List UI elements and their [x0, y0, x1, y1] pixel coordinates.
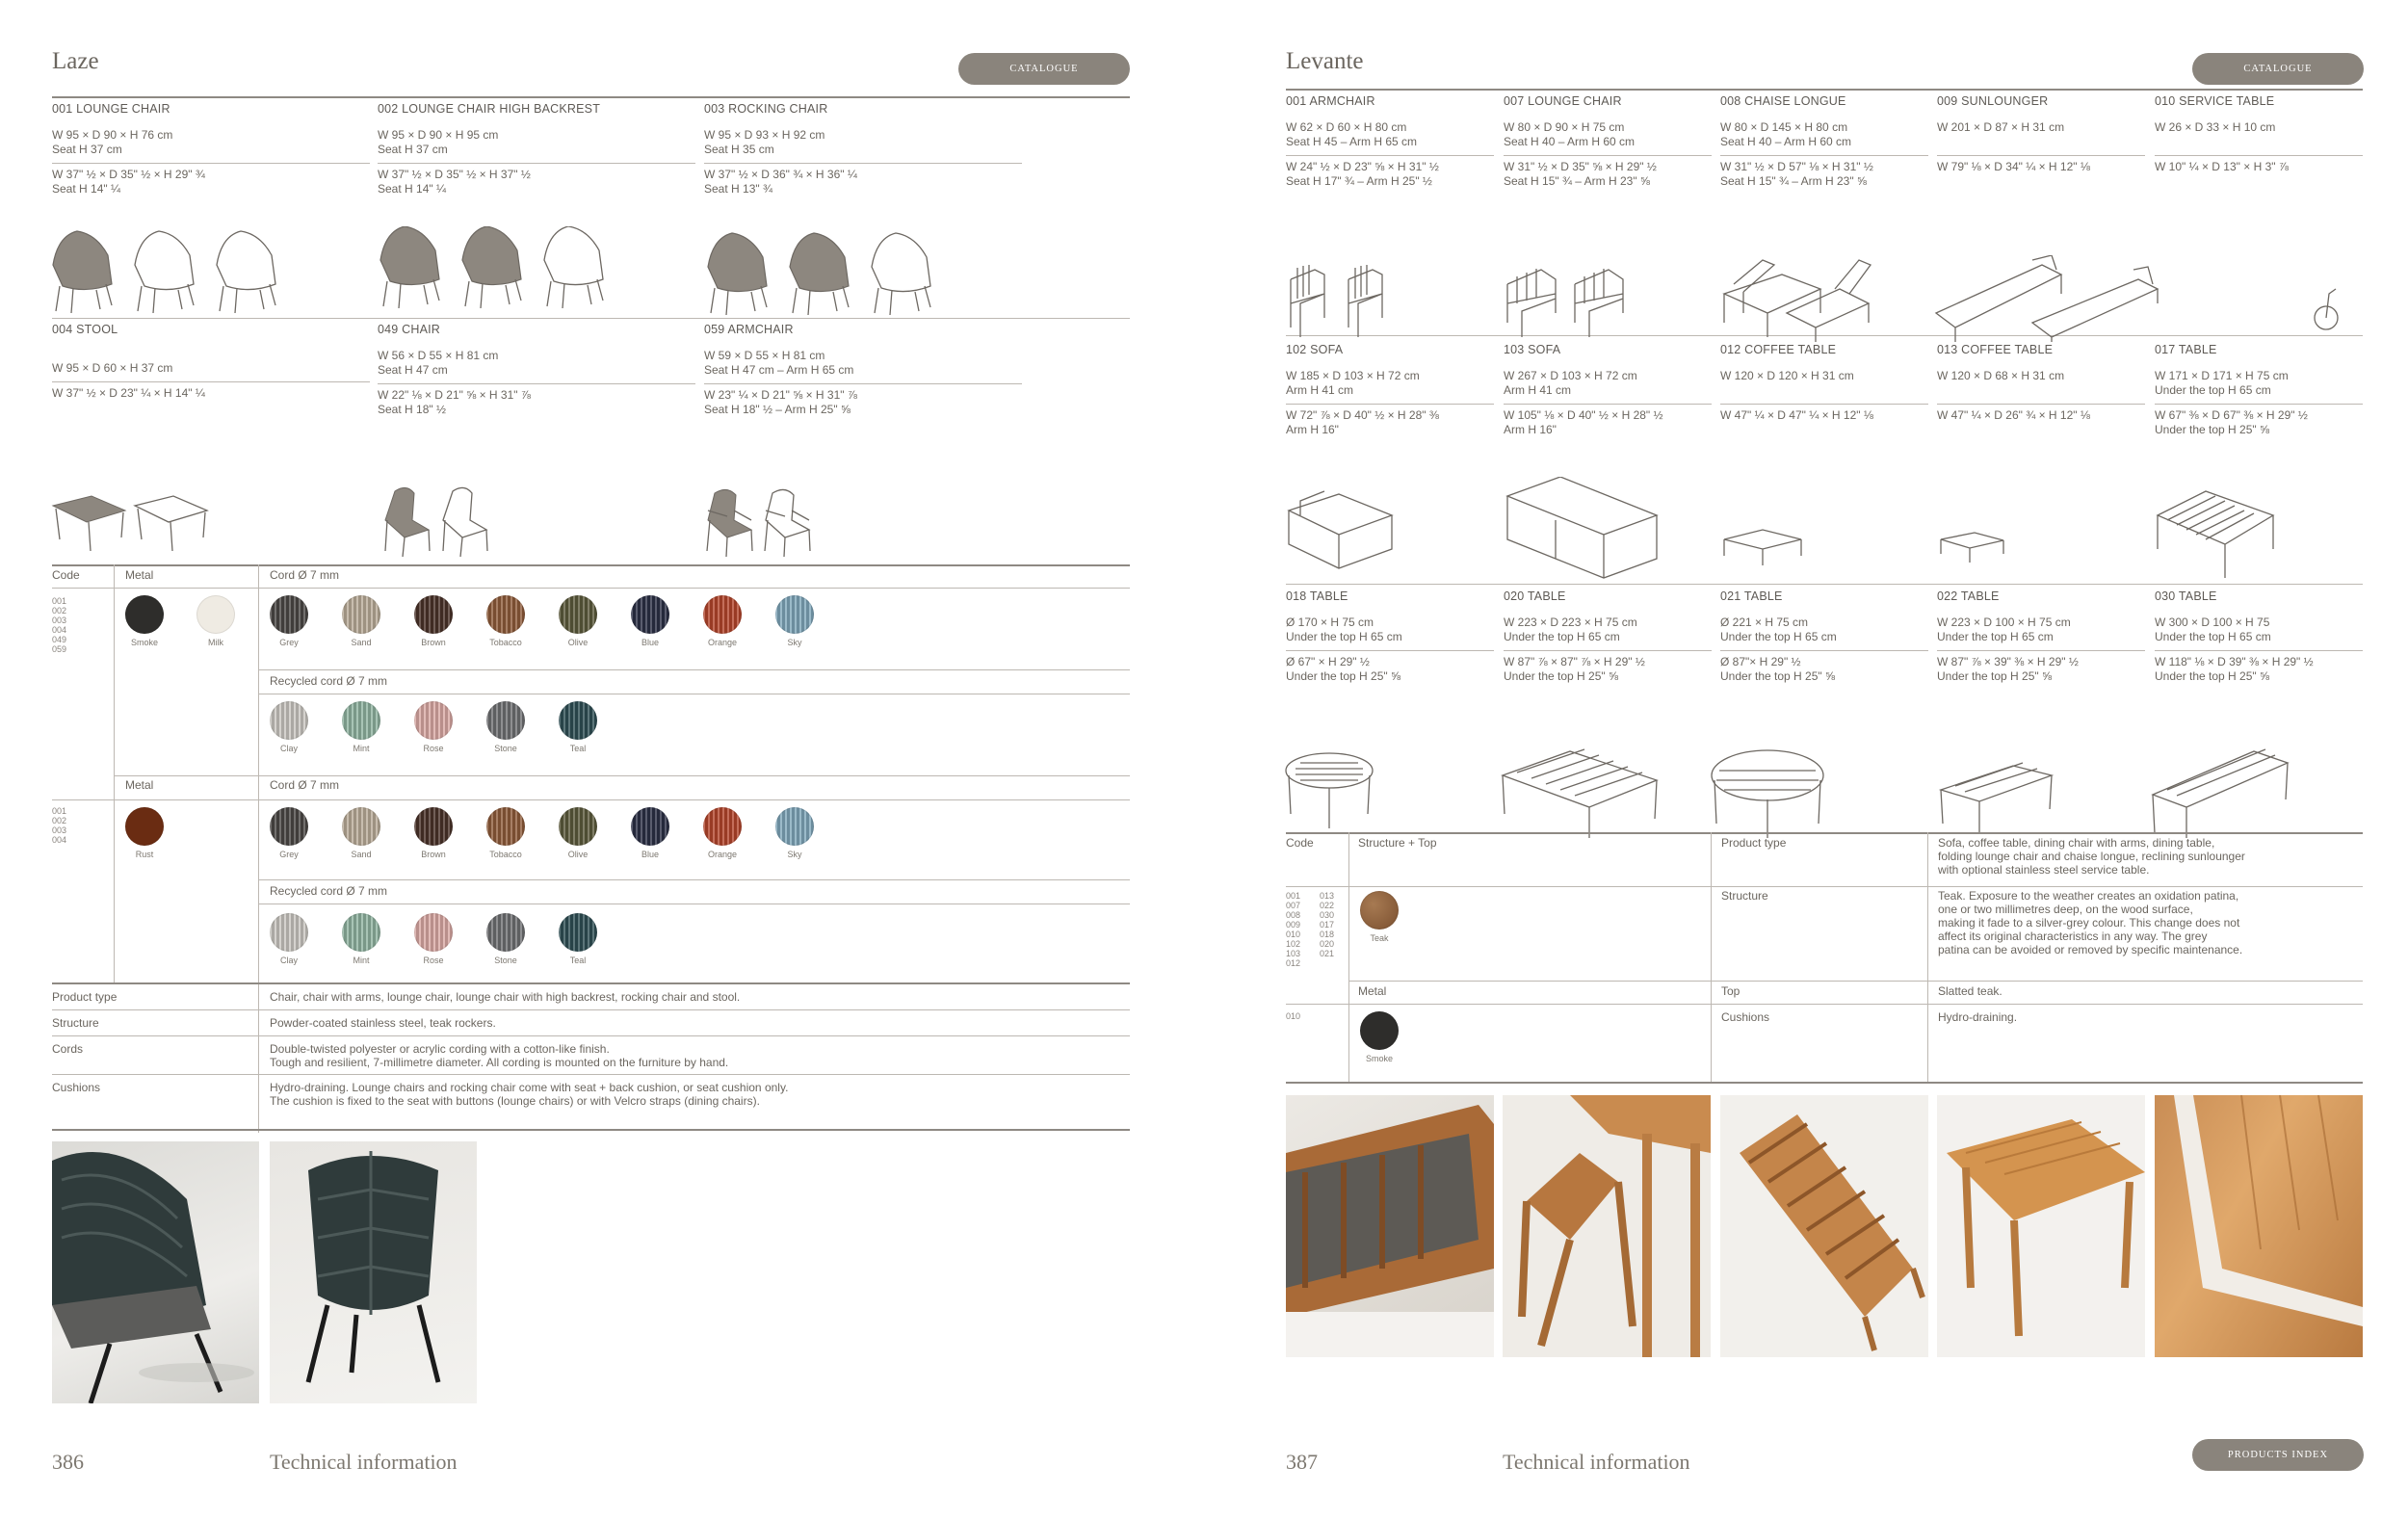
imperial: Ø 67" × H 29" ½ [1286, 655, 1370, 668]
metric: Ø 221 × H 75 cm [1720, 615, 1809, 629]
laze-photo-1 [52, 1141, 259, 1403]
metric2: Seat H 40 – Arm H 60 cm [1504, 135, 1636, 148]
levante-photo-chaise-art [1720, 1095, 1928, 1357]
swatch-circle-orange [703, 807, 742, 846]
swatch-sand[interactable]: Sand [340, 807, 382, 859]
imperial: W 31" ½ × D 35" ⅝ × H 29" ½ [1504, 160, 1657, 173]
product-001-lounge-chair: 001 LOUNGE CHAIR W 95 × D 90 × H 76 cm Seat H 37 cm W 37" ½ × D 35" ½ × H 29" ¾ Seat H 14" ¼ [52, 102, 370, 196]
imperial2: Under the top H 25" ⅝ [2155, 669, 2269, 683]
swatch-rust [125, 807, 164, 846]
metric: Ø 170 × H 75 cm [1286, 615, 1374, 629]
lev-text-top: Slatted teak. [1938, 984, 2002, 998]
swatch-orange[interactable]: Orange [701, 595, 744, 647]
info-text-product-type: Chair, chair with arms, lounge chair, lounge chair with high backrest, rocking chair and stool. [270, 990, 741, 1004]
metric: W 223 × D 100 × H 75 cm [1937, 615, 2071, 629]
swatch-circle-mint [342, 701, 380, 740]
imperial: W 72" ⅞ × D 40" ½ × H 28" ⅜ [1286, 408, 1439, 422]
lev-label-product-type: Product type [1721, 836, 1787, 850]
swatch-circle-stone [486, 701, 525, 740]
swatch-circle-sky [775, 595, 814, 634]
levante-product-018 [1286, 589, 1494, 684]
metal-smoke-right[interactable]: Smoke [1358, 1011, 1400, 1063]
info-label-structure: Structure [52, 1016, 99, 1030]
products-index-button[interactable]: PRODUCTS INDEX [2192, 1439, 2364, 1471]
lev-label-cushions: Cushions [1721, 1010, 1770, 1024]
swatch-circle-tobacco [486, 807, 525, 846]
imperial2: Under the top H 25" ⅝ [2155, 423, 2269, 436]
info-text-structure: Powder-coated stainless steel, teak rockers. [270, 1016, 496, 1030]
levante-photo-table-art [1937, 1095, 2145, 1357]
metric: W 300 × D 100 × H 75 [2155, 615, 2270, 629]
levante-photo-teak-art [2155, 1095, 2363, 1357]
product-name: 103 SOFA [1504, 343, 1561, 356]
levante-product-102 [1286, 343, 1494, 437]
swatch-circle-orange [703, 595, 742, 634]
imperial: W 105" ⅛ × D 40" ½ × H 28" ½ [1504, 408, 1663, 422]
swatch-circle-brown [414, 595, 453, 634]
product-name: 010 SERVICE TABLE [2155, 94, 2275, 108]
swatch-circle-stone [486, 913, 525, 952]
lev-text-product-type: Sofa, coffee table, dining chair with arms, dining table, folding lounge chair and chaise longue, reclining sunlounger with optional stainless steel service table. [1938, 836, 2245, 877]
header-metal-2: Metal [125, 778, 154, 792]
header-metal: Metal [125, 568, 154, 582]
metric: W 80 × D 90 × H 75 cm [1504, 120, 1625, 134]
finish-teak[interactable]: Teak [1358, 891, 1400, 943]
metric: W 171 × D 171 × H 75 cm [2155, 369, 2289, 382]
footer-left: Technical information [270, 1450, 458, 1474]
metric: W 223 × D 223 × H 75 cm [1504, 615, 1637, 629]
swatch-teal[interactable]: Teal [557, 701, 599, 753]
metric: W 120 × D 68 × H 31 cm [1937, 369, 2065, 382]
swatch-circle-mint [342, 913, 380, 952]
levante-photo-armchair [1503, 1095, 1711, 1357]
imperial2: Arm H 16" [1504, 423, 1557, 436]
lev-header-structure: Structure + Top [1358, 836, 1437, 850]
swatch-circle-teal [559, 913, 597, 952]
lev-label-structure: Structure [1721, 889, 1768, 903]
levante-product-103 [1504, 343, 1712, 437]
imperial: W 118" ⅛ × D 39" ⅜ × H 29" ½ [2155, 655, 2314, 668]
swatch-circle-sky [775, 807, 814, 846]
product-name: 008 CHAISE LONGUE [1720, 94, 1846, 108]
page-title-laze: Laze [52, 48, 99, 74]
levante-product-030 [2155, 589, 2363, 684]
levante-photo-sofa-art [1286, 1095, 1494, 1357]
page-number-left: 386 [52, 1450, 84, 1474]
metal-milk[interactable]: Milk [195, 595, 237, 647]
info-label-cushions: Cushions [52, 1081, 101, 1094]
swatch-circle-clay [270, 913, 308, 952]
footer-right: Technical information [1503, 1450, 1690, 1474]
levante-product-008 [1720, 94, 1928, 189]
swatch-rose[interactable]: Rose [412, 701, 455, 753]
metric2: Arm H 41 cm [1286, 383, 1354, 397]
metric: W 26 × D 33 × H 10 cm [2155, 120, 2276, 134]
product-name: 021 TABLE [1720, 589, 1783, 603]
metric2 [1937, 135, 2145, 149]
product-002-lounge-chair-high-backrest: 002 LOUNGE CHAIR HIGH BACKREST W 95 × D 90 × H 95 cm Seat H 37 cm W 37" ½ × D 35" ½ × H 37" ½ Seat H 14" ¼ [378, 102, 695, 196]
product-name: 007 LOUNGE CHAIR [1504, 94, 1622, 108]
levante-product-001 [1286, 94, 1494, 189]
imperial: W 24" ½ × D 23" ⅝ × H 31" ½ [1286, 160, 1439, 173]
product-name: 022 TABLE [1937, 589, 2000, 603]
levante-row2-drawings [1281, 477, 2369, 583]
header-cord: Cord Ø 7 mm [270, 568, 340, 582]
swatch-circle-grey [270, 595, 308, 634]
codes-group-1: 001 002 003 004 049 059 [52, 596, 67, 654]
metric2 [2155, 135, 2363, 149]
swatch-blue[interactable]: Blue [629, 595, 671, 647]
lev-header-code: Code [1286, 836, 1314, 850]
lev-text-structure: Teak. Exposure to the weather creates an oxidation patina, one or two millimetres deep, on the wood surface, making it fade to a silver-grey colour. This change does not affect its original characteristics in any way. The grey patina can be avoided or removed by specific maintenance. [1938, 889, 2243, 956]
swatch-olive[interactable]: Olive [557, 807, 599, 859]
swatch-blue[interactable]: Blue [629, 807, 671, 859]
levante-product-009 [1937, 94, 2145, 174]
swatch-clay[interactable]: Clay [268, 701, 310, 753]
info-label-product-type: Product type [52, 990, 118, 1004]
info-text-cords: Double-twisted polyester or acrylic cording with a cotton-like finish. Tough and resilient, 7-millimetre diameter. All cording is mounted on the furniture by hand. [270, 1042, 729, 1069]
imperial2: Seat H 17" ¾ – Arm H 25" ½ [1286, 174, 1432, 188]
metric2: Arm H 41 cm [1504, 383, 1572, 397]
imperial2: Arm H 16" [1286, 423, 1339, 436]
metric: W 185 × D 103 × H 72 cm [1286, 369, 1420, 382]
metric2 [1937, 383, 2145, 398]
metal-rust[interactable]: Rust [123, 807, 166, 859]
header-recycled-cord-2: Recycled cord Ø 7 mm [270, 884, 388, 898]
lev-codes-c: 010 [1286, 1011, 1301, 1021]
imperial2: Under the top H 25" ⅝ [1937, 669, 2052, 683]
imperial: W 10" ¼ × D 13" × H 3" ⅞ [2155, 160, 2289, 173]
info-text-cushions: Hydro-draining. Lounge chairs and rocking chair come with seat + back cushion, or seat cushion only. The cushion is fixed to the seat with buttons (lounge chairs) or with Velcro straps (dining chairs). [270, 1081, 789, 1108]
metric: W 62 × D 60 × H 80 cm [1286, 120, 1407, 134]
levante-product-010 [2155, 94, 2363, 174]
swatch-sky[interactable]: Sky [773, 807, 816, 859]
swatch-brown[interactable]: Brown [412, 807, 455, 859]
swatch-grey[interactable]: Grey [268, 807, 310, 859]
levante-product-012 [1720, 343, 1928, 423]
levante-photo-chaise [1720, 1095, 1928, 1357]
imperial2: Under the top H 25" ⅝ [1504, 669, 1618, 683]
imperial: W 67" ⅜ × D 67" ⅜ × H 29" ½ [2155, 408, 2308, 422]
product-049-chair: 049 CHAIR W 56 × D 55 × H 81 cm Seat H 47 cm W 22" ⅛ × D 21" ⅝ × H 31" ⅞ Seat H 18" ½ [378, 323, 695, 417]
swatch-circle-rose [414, 701, 453, 740]
metric2: Under the top H 65 cm [2155, 383, 2271, 397]
metric2: Under the top H 65 cm [1937, 630, 2054, 643]
lev-codes-a: 001 007 008 009 010 102 103 012 [1286, 891, 1301, 968]
catalogue-button[interactable]: CATALOGUE [958, 53, 1130, 85]
swatch-circle-blue [631, 807, 669, 846]
laze-stool-chair-drawings [48, 482, 1088, 559]
product-name: 009 SUNLOUNGER [1937, 94, 2049, 108]
header-cord-2: Cord Ø 7 mm [270, 778, 340, 792]
swatch-circle-tobacco [486, 595, 525, 634]
product-003-rocking-chair: 003 ROCKING CHAIR W 95 × D 93 × H 92 cm Seat H 35 cm W 37" ½ × D 36" ¾ × H 36" ¼ Seat H 13" ¾ [704, 102, 1022, 196]
imperial2: Seat H 15" ¾ – Arm H 23" ⅝ [1720, 174, 1867, 188]
page-title-levante: Levante [1286, 48, 1364, 74]
swatch-mint[interactable]: Mint [340, 913, 382, 965]
levante-product-022 [1937, 589, 2145, 684]
metric: W 267 × D 103 × H 72 cm [1504, 369, 1637, 382]
lev-header-metal: Metal [1358, 984, 1387, 998]
metric2 [1720, 383, 1928, 398]
info-label-cords: Cords [52, 1042, 84, 1056]
levante-product-007 [1504, 94, 1712, 189]
levante-product-021 [1720, 589, 1928, 684]
levante-row3-drawings [1281, 742, 2369, 838]
swatch-circle-grey [270, 807, 308, 846]
swatch-circle-olive [559, 595, 597, 634]
product-name: 017 TABLE [2155, 343, 2217, 356]
product-059-armchair: 059 ARMCHAIR W 59 × D 55 × H 81 cm Seat H 47 cm – Arm H 65 cm W 23" ¼ × D 21" ⅝ × H 31" ⅞ Seat H 18" ½ – Arm H 25" ⅝ [704, 323, 1022, 417]
product-name: 001 ARMCHAIR [1286, 94, 1375, 108]
product-name: 102 SOFA [1286, 343, 1344, 356]
levante-photo-table [1937, 1095, 2145, 1357]
imperial2: Under the top H 25" ⅝ [1720, 669, 1835, 683]
swatch-brown[interactable]: Brown [412, 595, 455, 647]
swatch-teak [1360, 891, 1399, 930]
swatch-teal[interactable]: Teal [557, 913, 599, 965]
swatch-circle-rose [414, 913, 453, 952]
levante-row1-drawings [1281, 255, 2369, 342]
laze-photo-2 [270, 1141, 477, 1403]
laze-photo-1-chair [52, 1141, 259, 1403]
metric: W 201 × D 87 × H 31 cm [1937, 120, 2065, 134]
header-recycled-cord: Recycled cord Ø 7 mm [270, 674, 388, 688]
product-name: 030 TABLE [2155, 589, 2217, 603]
swatch-orange[interactable]: Orange [701, 807, 744, 859]
imperial: W 47" ¼ × D 47" ¼ × H 12" ⅛ [1720, 408, 1873, 422]
lev-text-cushions: Hydro-draining. [1938, 1010, 2018, 1024]
metal-smoke[interactable]: Smoke [123, 595, 166, 647]
imperial2: Under the top H 25" ⅝ [1286, 669, 1400, 683]
product-004-stool: 004 STOOL W 95 × D 60 × H 37 cm W 37" ½ × D 23" ¼ × H 14" ¼ [52, 323, 370, 401]
swatch-smoke-right [1360, 1011, 1399, 1050]
levante-product-017 [2155, 343, 2363, 437]
levante-product-020 [1504, 589, 1712, 684]
metric: W 120 × D 120 × H 31 cm [1720, 369, 1854, 382]
metric2: Seat H 45 – Arm H 65 cm [1286, 135, 1418, 148]
swatch-stone[interactable]: Stone [484, 701, 527, 753]
imperial: W 87" ⅞ × 87" ⅞ × H 29" ½ [1504, 655, 1645, 668]
catalogue-button-right[interactable]: CATALOGUE [2192, 53, 2364, 85]
levante-photo-sofa [1286, 1095, 1494, 1357]
swatch-circle-olive [559, 807, 597, 846]
swatch-circle-blue [631, 595, 669, 634]
swatch-stone[interactable]: Stone [484, 913, 527, 965]
imperial2: Seat H 15" ¾ – Arm H 23" ⅝ [1504, 174, 1650, 188]
imperial: W 31" ½ × D 57" ⅛ × H 31" ½ [1720, 160, 1873, 173]
swatch-sky[interactable]: Sky [773, 595, 816, 647]
swatch-clay[interactable]: Clay [268, 913, 310, 965]
swatch-circle-clay [270, 701, 308, 740]
swatch-milk [196, 595, 235, 634]
imperial: W 79" ⅛ × D 34" ¼ × H 12" ⅛ [1937, 160, 2090, 173]
header-code: Code [52, 568, 80, 582]
metric2: Under the top H 65 cm [2155, 630, 2271, 643]
imperial: W 87" ⅞ × 39" ⅜ × H 29" ½ [1937, 655, 2079, 668]
swatch-olive[interactable]: Olive [557, 595, 599, 647]
levante-photo-teak-detail [2155, 1095, 2363, 1357]
metric2: Under the top H 65 cm [1286, 630, 1402, 643]
swatch-tobacco[interactable]: Tobacco [484, 807, 527, 859]
swatch-sand[interactable]: Sand [340, 595, 382, 647]
laze-lounge-chair-drawings [48, 226, 1088, 318]
swatch-grey[interactable]: Grey [268, 595, 310, 647]
metric2: Under the top H 65 cm [1504, 630, 1620, 643]
lev-codes-b: 013 022 030 017 018 020 021 [1320, 891, 1335, 958]
page-number-right: 387 [1286, 1450, 1318, 1474]
metric2: Under the top H 65 cm [1720, 630, 1837, 643]
swatch-circle-teal [559, 701, 597, 740]
swatch-smoke [125, 595, 164, 634]
swatch-circle-brown [414, 807, 453, 846]
metric: W 80 × D 145 × H 80 cm [1720, 120, 1848, 134]
levante-photo-armchair-art [1503, 1095, 1711, 1357]
imperial: Ø 87"× H 29" ½ [1720, 655, 1801, 668]
product-name: 020 TABLE [1504, 589, 1566, 603]
levante-product-013 [1937, 343, 2145, 423]
lev-label-top: Top [1721, 984, 1741, 998]
metric2: Seat H 40 – Arm H 60 cm [1720, 135, 1852, 148]
swatch-circle-sand [342, 807, 380, 846]
codes-group-2: 001 002 003 004 [52, 806, 67, 845]
product-name: 018 TABLE [1286, 589, 1348, 603]
swatch-mint[interactable]: Mint [340, 701, 382, 753]
product-name: 012 COFFEE TABLE [1720, 343, 1837, 356]
imperial: W 47" ¼ × D 26" ¾ × H 12" ⅛ [1937, 408, 2090, 422]
product-name: 013 COFFEE TABLE [1937, 343, 2054, 356]
swatch-rose[interactable]: Rose [412, 913, 455, 965]
swatch-circle-sand [342, 595, 380, 634]
swatch-tobacco[interactable]: Tobacco [484, 595, 527, 647]
laze-photo-2-chair [270, 1141, 477, 1403]
